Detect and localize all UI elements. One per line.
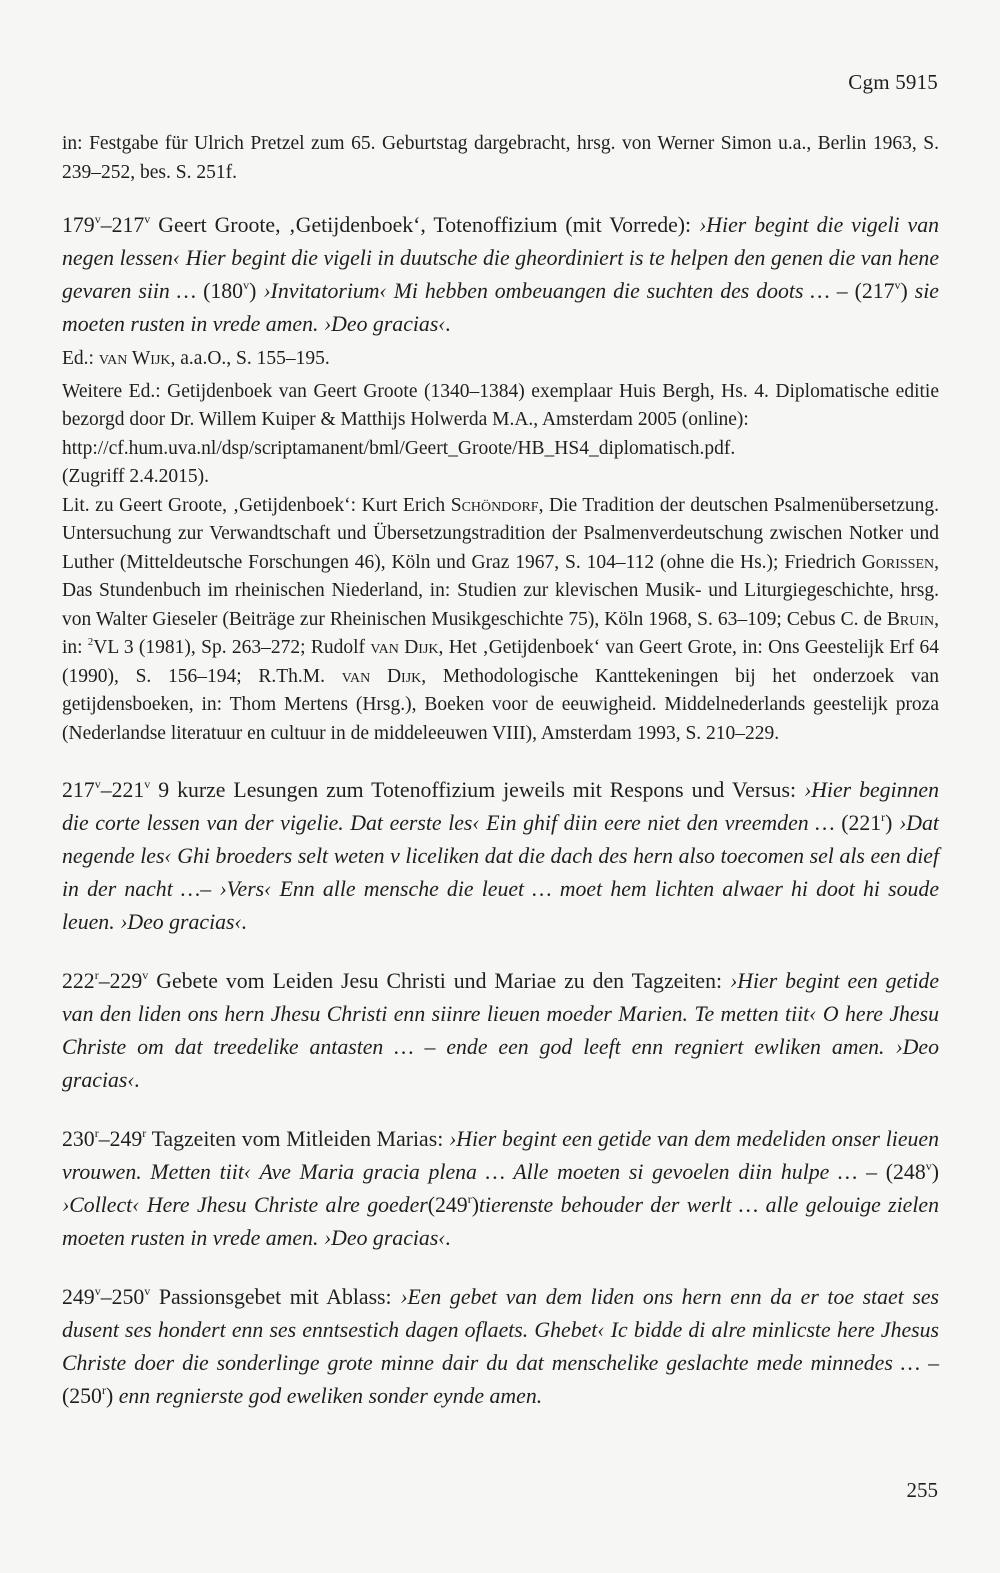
- folio-ref: (221: [841, 811, 882, 835]
- folio-side: v: [144, 777, 151, 792]
- entry-heading: 9 kurze Lesungen zum Totenoffizium jeweils mit Respons und Versus:: [150, 778, 804, 802]
- edition-note: [62, 345, 939, 374]
- folio-side: v: [144, 212, 151, 227]
- running-head: Cgm 5915: [848, 70, 938, 94]
- folio-start: 222: [62, 969, 95, 993]
- folio-ref-close: ): [900, 279, 915, 303]
- literature-note: [62, 492, 939, 749]
- author-name: Gorissen: [861, 551, 935, 573]
- explicit-text: tierenste behouder der werlt … alle gelouige zielen moeten rusten in vrede amen. ›Deo gracias‹.: [62, 1193, 939, 1250]
- folio-ref-close: ): [105, 1384, 119, 1408]
- lit-text: , Het ‚Getijdenboek‘ van Geert Grote, in: Ons Geestelijk Erf 64 (1990), S. 156–194; R.Th.M.: [62, 637, 939, 687]
- body-text: [62, 130, 939, 1413]
- page-number: 255: [906, 1478, 938, 1502]
- folio-ref-close: ): [885, 811, 900, 835]
- folio-ref: (250: [62, 1384, 102, 1408]
- entry-249v-250v: [62, 1281, 939, 1413]
- access-date: (Zugriff 2.4.2015).: [62, 466, 209, 487]
- folio-ref-close: ): [249, 279, 264, 303]
- folio-ref: (249: [427, 1193, 468, 1217]
- folio-side: v: [142, 968, 149, 983]
- lit-text: Lit. zu Geert Groote, ‚Getijdenboek‘: Kurt Erich: [62, 494, 451, 516]
- lit-text: VL 3 (1981), Sp. 263–272; Rudolf: [93, 637, 371, 658]
- folio-side: v: [94, 1284, 101, 1299]
- folio-side: r: [881, 810, 886, 825]
- entry-description: [62, 1123, 939, 1255]
- folio-end: –217: [100, 213, 145, 237]
- entry-heading: Gebete vom Leiden Jesu Christi und Mariae zu den Tagzeiten:: [148, 969, 730, 993]
- author-name: van Dijk: [341, 665, 422, 687]
- folio-ref-close: ): [931, 1160, 939, 1184]
- entry-description: [62, 209, 939, 341]
- entry-217v-221v: [62, 774, 939, 939]
- explicit-text: enn regnierste god eweliken sonder eynde amen.: [118, 1384, 543, 1408]
- folio-side: r: [467, 1192, 472, 1207]
- quoted-text: ›Invitatorium‹ Mi hebben ombeuangen die suchten des doots … –: [263, 279, 855, 303]
- author-name: Bruin: [886, 608, 935, 630]
- folio-start: 217: [62, 778, 95, 802]
- lit-text: , Das Stundenbuch im rheinischen Niederland, in: Studien zur klevischen Musik- und Liturgiegeschichte, hrsg. von Walter Gieseler (Beiträge zur Rheinischen Musikgeschichte 75), Köln 1968, S. 63–109; Cebus C. de: [62, 551, 939, 630]
- folio-end: –221: [100, 778, 145, 802]
- folio-side: v: [144, 1284, 151, 1299]
- reference-continuation: in: Festgabe für Ulrich Pretzel zum 65. Geburtstag dargebracht, hrsg. von Werner Simon u.a., Berlin 1963, S. 239–252, bes. S. 251f.: [62, 133, 939, 183]
- folio-side: r: [94, 1126, 99, 1141]
- lit-text: , Die Tradition der deutschen Psalmenübersetzung. Untersuchung zur Verwandtschaft und Übersetzungstradition der Psalmenverdeutschung zwischen Notker und Luther (Mitteldeutsche Forschungen 46), Köln und Graz 1967, S. 104–112 (ohne die Hs.); Friedrich: [62, 494, 939, 573]
- entry-description: [62, 774, 939, 939]
- quoted-text: ›Dat negende les‹ Ghi broeders selt weten v liceliken dat die dach des hern also toecomen sel als een dief in der nacht …– ›Vers‹ Enn alle mensche die leuet … moet hem lichten alwaer hi doot hi soude leuen. ›Deo gracias‹.: [62, 811, 939, 934]
- folio-side: r: [101, 1383, 106, 1398]
- folio-side: v: [243, 278, 250, 293]
- entry-heading: Passionsgebet mit Ablass:: [150, 1285, 401, 1309]
- entry-230r-249r: [62, 1123, 939, 1255]
- author-name: Schöndorf: [450, 494, 539, 516]
- author-name: van Dijk: [370, 637, 439, 658]
- lit-text: , Methodologische Kanttekeningen bij het onderzoek van getijdensboeken, in: Thom Mertens (Hrsg.), Boeken voor de eeuwigheid. Middelnederlands geestelijk proza (Nederlandse literatuur en cultuur in de middeleeuwen VIII), Amsterdam 1993, S. 210–229.: [62, 665, 939, 744]
- folio-side: v: [894, 278, 901, 293]
- folio-end: –229: [98, 969, 143, 993]
- folio-side: v: [94, 212, 101, 227]
- incipit-text: ›Een gebet van dem liden ons hern enn da er toe staet ses dusent ses hondert enn ses enntsestich dagen oflaets. Ghebet‹ Ic bidde di alre minlicste here Jhesus Christe doer die sonderlinge grote minne dair du dat menschelike geslachte mede minnedes … –: [62, 1285, 939, 1375]
- incipit-text: ›Hier begint een getide van den liden ons hern Jhesu Christi enn siinre lieuen moeder Marien. Te metten tiit‹ O here Jhesu Christe om dat treedelike antasten … – ende een god leeft enn regniert ewliken amen. ›Deo gracias‹.: [62, 969, 939, 1092]
- edition-superscript: 2: [87, 635, 94, 648]
- edition-url: http://cf.hum.uva.nl/dsp/scriptamanent/bml/Geert_Groote/HB_HS4_diplomatisch.pdf.: [62, 437, 736, 459]
- entry-description: [62, 965, 939, 1097]
- quoted-text: ›Collect‹ Here Jhesu Christe alre goeder: [62, 1193, 428, 1217]
- incipit-text: ›Hier begint een getide van dem medeliden onser lieuen vrouwen. Metten tiit‹ Ave Maria gracia plena … Alle moeten si gevoelen diin hulpe … –: [62, 1127, 939, 1184]
- further-edition-note: Weitere Ed.: Getijdenboek van Geert Groote (1340–1384) exemplaar Huis Bergh, Hs. 4. Diplomatische editie bezorgd door Dr. Willem Kuiper & Matthijs Holwerda M.A., Amsterdam 2005 (online):: [62, 380, 939, 430]
- incipit-text: ›Hier begint die vigeli van negen lessen‹ Hier begint die vigeli in duutsche die gheordiniert is te helpen den genen die van hene gevaren siin …: [62, 213, 939, 303]
- entry-description: [62, 1281, 939, 1413]
- folio-side: v: [94, 777, 101, 792]
- entry-heading: Tagzeiten vom Mitleiden Marias:: [146, 1127, 449, 1151]
- folio-ref: (217: [854, 279, 895, 303]
- folio-side: r: [142, 1126, 147, 1141]
- folio-side: r: [94, 968, 99, 983]
- folio-side: v: [925, 1159, 932, 1174]
- entry-222r-229v: [62, 965, 939, 1097]
- folio-ref-close: ): [471, 1193, 479, 1217]
- folio-start: 179: [62, 213, 95, 237]
- edition-ref: , a.a.O., S. 155–195.: [170, 348, 330, 369]
- folio-end: –249: [98, 1127, 143, 1151]
- lit-text: , in:: [62, 608, 939, 658]
- explicit-text: sie moeten rusten in vrede amen. ›Deo gracias‹.: [62, 279, 939, 336]
- edition-prefix: Ed.:: [62, 348, 99, 369]
- folio-end: –250: [100, 1285, 145, 1309]
- entry-heading: Geert Groote, ‚Getijdenboek‘, Totenoffizium (mit Vorrede):: [150, 213, 700, 237]
- folio-ref: (248: [885, 1160, 926, 1184]
- folio-ref: (180: [203, 279, 244, 303]
- incipit-text: ›Hier beginnen die corte lessen van der vigelie. Dat eerste les‹ Ein ghif diin eere niet den vreemden …: [62, 778, 939, 835]
- folio-start: 230: [62, 1127, 95, 1151]
- entry-179v-217v: [62, 209, 939, 748]
- folio-start: 249: [62, 1285, 95, 1309]
- edition-author: van Wijk: [98, 348, 171, 369]
